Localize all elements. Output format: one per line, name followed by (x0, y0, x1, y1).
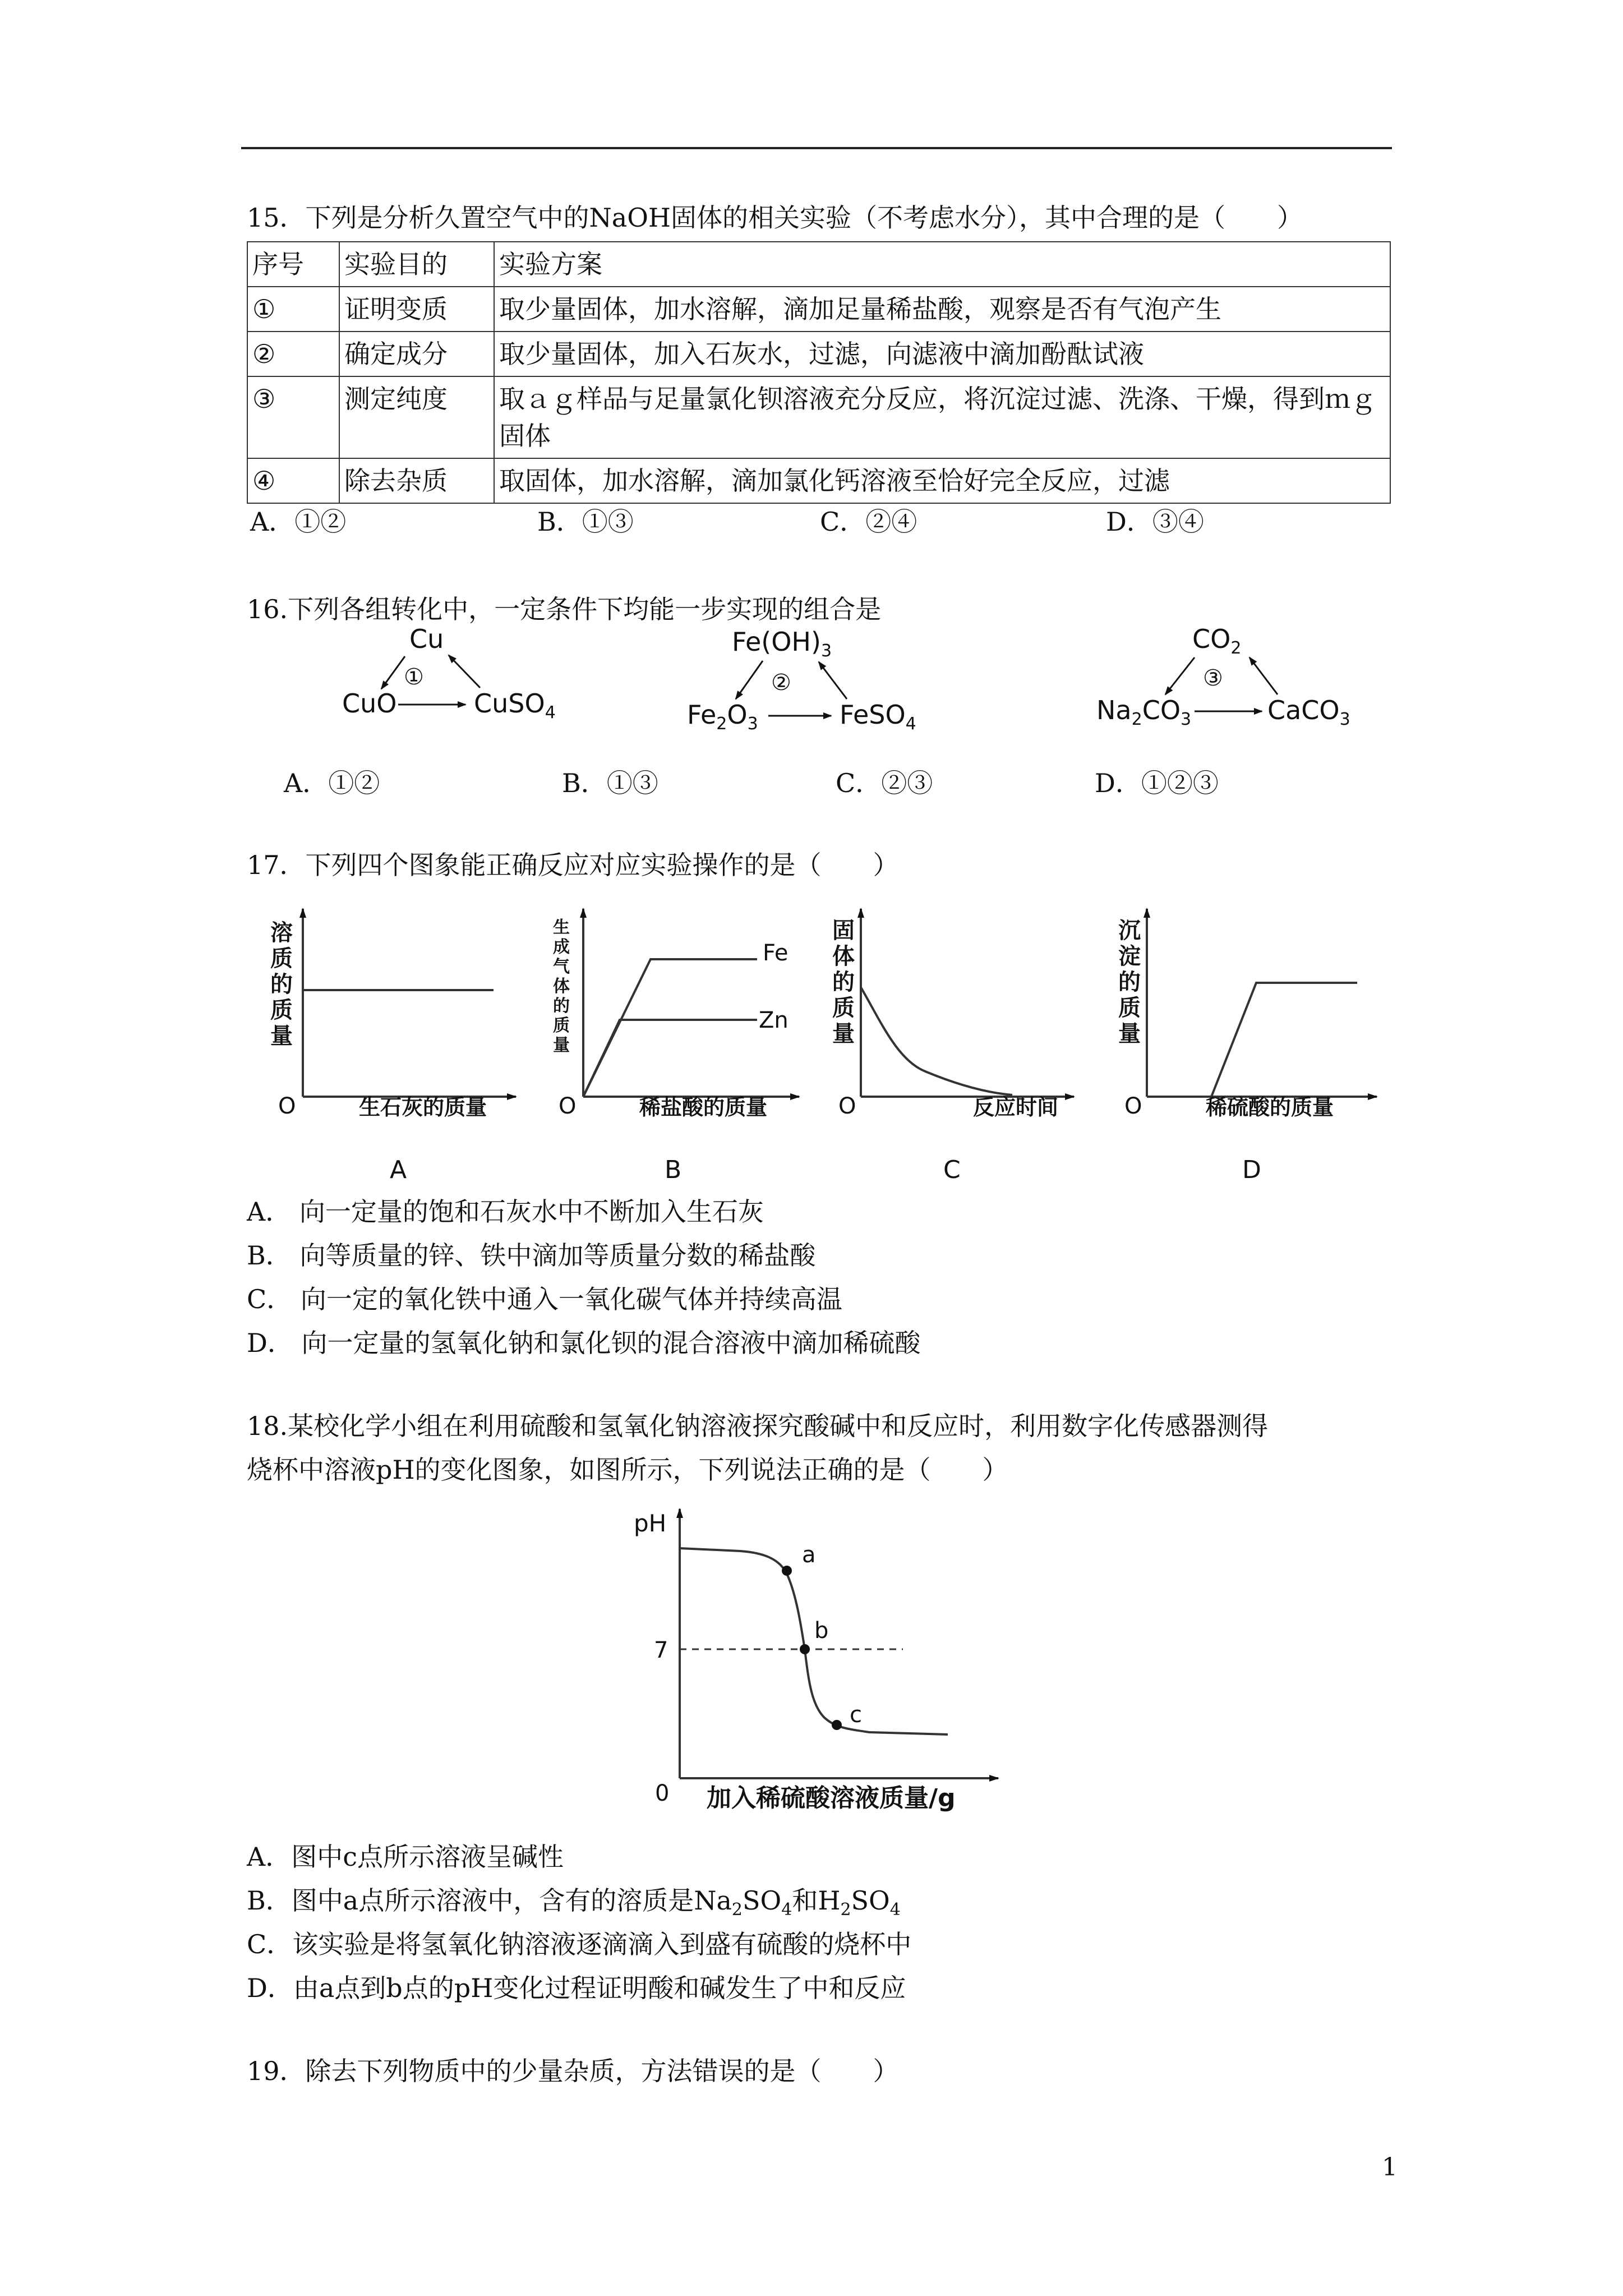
ph-seven-label: 7 (654, 1637, 668, 1663)
q16-option-b: B．①③ (562, 768, 658, 798)
cycle3-number: ③ (1203, 665, 1223, 691)
q17-graphs (258, 898, 1391, 1189)
graph-d-origin: O (1124, 1093, 1142, 1119)
cycle2-arrow-right (819, 662, 847, 699)
header-rule (241, 147, 1392, 149)
graph-a (278, 909, 516, 1184)
table-cell: 测定纯度 (339, 376, 494, 458)
cycle1-right: CuSO$_4$ (474, 688, 556, 723)
table-row (247, 376, 1390, 458)
q16-stem: 16.下列各组转化中，一定条件下均能一步实现的组合是 (247, 594, 882, 624)
table-row (247, 242, 1390, 287)
ph-x-axis-label: 加入稀硫酸溶液质量/g (707, 1784, 956, 1812)
graph-a-letter: A (390, 1156, 407, 1184)
table-cell: ② (247, 332, 339, 376)
graph-d-line (1147, 983, 1357, 1097)
graph-b-letter: B (665, 1156, 682, 1184)
graph-b (559, 909, 799, 1184)
table-cell: ④ (247, 458, 339, 503)
graph-b-ylabel: 生成气体的质量 (553, 918, 570, 1055)
graph-b-label-zn: Zn (759, 1007, 789, 1033)
q18-option-c: C．该实验是将氢氧化钠溶液逐滴滴入到盛有硫酸的烧杯中 (247, 1929, 912, 1959)
table-cell: 确定成分 (339, 332, 494, 376)
q18-stem-line2: 烧杯中溶液pH的变化图象，如图所示，下列说法正确的是（ ） (247, 1455, 1008, 1485)
q15-table (247, 241, 1391, 504)
graph-b-line-zn (583, 1020, 757, 1097)
table-header: 实验目的 (339, 242, 494, 287)
graph-b-origin: O (559, 1093, 577, 1119)
cycle2-top: $Fe(OH)_3$ (732, 627, 832, 661)
cycle1-left: CuO (342, 688, 397, 719)
cycle1-top: Cu (409, 624, 444, 654)
cycle3-arrow-left (1165, 657, 1195, 694)
graph-c-letter: C (943, 1156, 961, 1184)
graph-d-xlabel: 稀硫酸的质量 (1206, 1095, 1334, 1120)
q19-stem: 19．除去下列物质中的少量杂质，方法错误的是（ ） (247, 2056, 899, 2086)
table-row (247, 458, 1390, 503)
table-cell: 取固体，加水溶解，滴加氯化钙溶液至恰好完全反应，过滤 (494, 458, 1390, 503)
page-number: 1 (1382, 2153, 1398, 2182)
q17-stem: 17．下列四个图象能正确反应对应实验操作的是（ ） (247, 850, 899, 880)
table-cell: ③ (247, 376, 339, 458)
q16-option-c: C．②③ (836, 768, 933, 798)
q17-option-b: B． 向等质量的锌、铁中滴加等质量分数的稀盐酸 (247, 1240, 816, 1271)
q17-option-d: D． 向一定量的氢氧化钠和氯化钡的混合溶液中滴加稀硫酸 (247, 1328, 921, 1358)
graph-b-line-fe (583, 959, 757, 1097)
chart-origin: 0 (655, 1780, 670, 1806)
cycle2-number: ② (771, 670, 791, 696)
point-c-label: c (850, 1702, 862, 1728)
graph-c-xlabel: 反应时间 (973, 1095, 1059, 1120)
table-header: 实验方案 (494, 242, 1390, 287)
table-cell: 证明变质 (339, 287, 494, 332)
point-a-label: a (802, 1542, 816, 1568)
q18-ph-chart (634, 1498, 1015, 1834)
table-cell: ① (247, 287, 339, 332)
ph-curve (680, 1548, 948, 1734)
point-c (832, 1720, 842, 1730)
graph-c (838, 909, 1074, 1184)
cycle1-arrow-right (449, 655, 480, 688)
graph-d (1124, 909, 1377, 1184)
q18-option-b: B．图中a点所示溶液中，含有的溶质是$Na_2SO_4$和$H_2SO_4$ (247, 1885, 901, 1920)
q15-option-c: C．②④ (820, 507, 917, 537)
cycle2-left: $Fe_2O_3$ (687, 700, 758, 734)
q16-diagrams (314, 623, 1380, 746)
cycle3-top: $CO_2$ (1192, 624, 1242, 658)
point-a (782, 1566, 792, 1576)
ph-axis-label: pH (634, 1510, 667, 1537)
q15-stem: 15．下列是分析久置空气中的NaOH固体的相关实验（不考虑水分），其中合理的是（ ） (247, 203, 1303, 233)
q15-option-d: D．③④ (1106, 507, 1204, 537)
table-row (247, 287, 1390, 332)
q18-stem-line1: 18.某校化学小组在利用硫酸和氢氧化钠溶液探究酸碱中和反应时，利用数字化传感器测得 (247, 1411, 1269, 1441)
table-cell: 取少量固体，加水溶解，滴加足量稀盐酸，观察是否有气泡产生 (494, 287, 1390, 332)
table-header: 序号 (247, 242, 339, 287)
q18-option-a: A．图中c点所示溶液呈碱性 (247, 1842, 564, 1872)
graph-c-line (861, 987, 1012, 1095)
point-b (800, 1644, 810, 1654)
graph-a-origin: O (278, 1093, 296, 1119)
q18-option-d: D．由a点到b点的pH变化过程证明酸和碱发生了中和反应 (247, 1973, 906, 2003)
graph-c-origin: O (838, 1093, 856, 1119)
graph-b-label-fe: Fe (763, 940, 789, 966)
q15-option-a: A．①② (250, 507, 347, 537)
graph-a-xlabel: 生石灰的质量 (359, 1095, 487, 1120)
cycle3-left: $Na_2CO_3$ (1096, 695, 1192, 729)
q16-option-a: A．①② (284, 768, 380, 798)
q15-option-b: B．①③ (537, 507, 634, 537)
graph-d-letter: D (1242, 1156, 1261, 1184)
table-cell: 取ａｇ样品与足量氯化钡溶液充分反应，将沉淀过滤、洗涤、干燥，得到ｍｇ固体 (494, 376, 1390, 458)
cycle3-arrow-right (1249, 657, 1278, 694)
point-b-label: b (814, 1618, 829, 1644)
cycle2-right: FeSO$_4$ (840, 700, 916, 734)
graph-d-ylabel: 沉淀的质量 (1118, 918, 1141, 1047)
cycle2-arrow-left (736, 661, 763, 699)
graph-a-ylabel: 溶质的质量 (270, 920, 293, 1049)
table-cell: 取少量固体，加入石灰水，过滤，向滤液中滴加酚酞试液 (494, 332, 1390, 376)
cycle1-arrow-left (381, 656, 405, 689)
q16-option-d: D．①②③ (1095, 768, 1219, 798)
cycle1-number: ① (404, 664, 424, 690)
table-cell: 除去杂质 (339, 458, 494, 503)
q17-option-c: C． 向一定的氧化铁中通入一氧化碳气体并持续高温 (247, 1284, 842, 1314)
graph-b-xlabel: 稀盐酸的质量 (639, 1095, 768, 1120)
table-row (247, 332, 1390, 376)
q17-option-a: A． 向一定量的饱和石灰水中不断加入生石灰 (247, 1197, 764, 1227)
graph-c-ylabel: 固体的质量 (832, 918, 855, 1047)
cycle3-right: CaCO$_3$ (1267, 695, 1350, 729)
